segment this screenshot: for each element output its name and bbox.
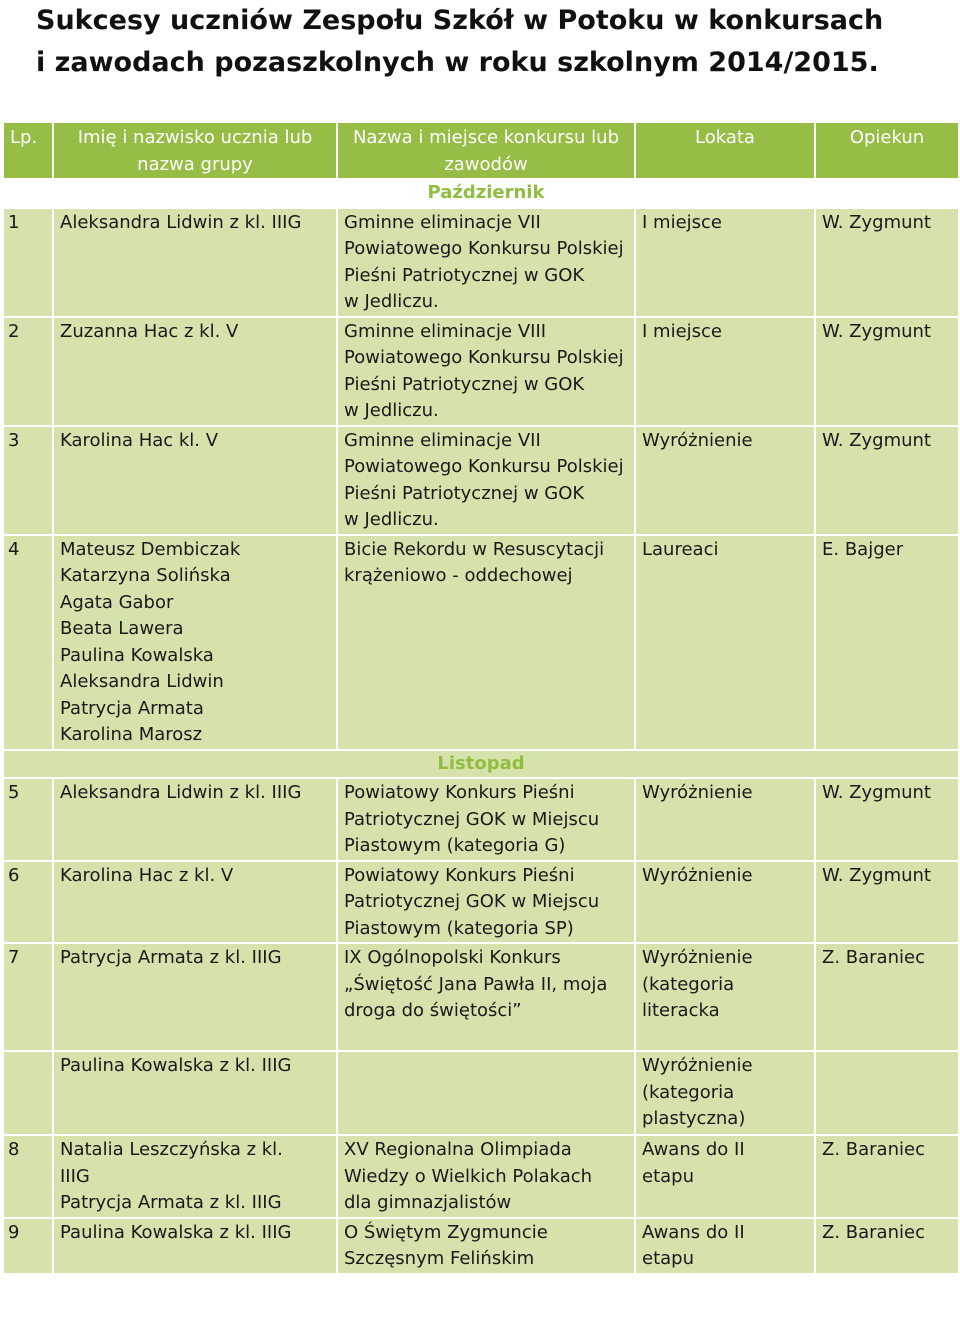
cell-line: Pieśni Patriotycznej w GOK [344, 373, 585, 395]
cell-lp: 2 [4, 318, 52, 425]
cell-line: Natalia Leszczyńska z kl. [60, 1139, 283, 1160]
cell-tutor: E. Bajger [816, 536, 958, 749]
table-row [4, 1136, 958, 1217]
cell-line: Piastowym (kategoria SP) [344, 917, 574, 939]
cell-tutor: Z. Baraniec [816, 944, 958, 1050]
cell-line: etapu [642, 1165, 694, 1187]
cell-line: w Jedliczu. [344, 400, 439, 421]
cell-line: literacka [642, 1000, 720, 1021]
cell-line: Powiatowy Konkurs Pieśni [344, 782, 575, 803]
cell-lp: 6 [4, 862, 52, 943]
table-header-row [4, 123, 958, 178]
table-row [4, 318, 958, 425]
cell-line: Paulina Kowalska [60, 644, 214, 666]
cell-line: I miejsce [642, 211, 722, 233]
cell-lp [4, 1052, 52, 1134]
cell-line: Patrycja Armata z kl. IIIG [60, 947, 282, 968]
cell-line: dla gimnazjalistów [344, 1192, 512, 1213]
cell-lp: 7 [4, 944, 52, 1050]
table-row [4, 427, 958, 534]
table-row [4, 944, 958, 1050]
cell-line: Patriotycznej GOK w Miejscu [344, 808, 600, 830]
cell-lp: 1 [4, 209, 52, 316]
cell-place [636, 536, 814, 749]
cell-student-name [54, 318, 336, 425]
cell-place [636, 1052, 814, 1134]
cell-line: Wyróżnienie [642, 429, 753, 451]
title-line-2: i zawodach pozaszkolnych w roku szkolnym 2014/2015. [36, 47, 879, 78]
cell-line: Pieśni Patriotycznej w GOK [344, 264, 585, 286]
cell-line: Wiedzy o Wielkich Polakach [344, 1165, 593, 1187]
page-title [36, 0, 883, 84]
month-spacer [816, 180, 958, 207]
cell-place [636, 944, 814, 1050]
month-spacer [54, 180, 336, 207]
cell-student-name [54, 1052, 336, 1134]
cell-line: w Jedliczu. [344, 509, 439, 530]
cell-contest-name [338, 209, 634, 316]
cell-place [636, 209, 814, 316]
cell-contest-name [338, 1219, 634, 1273]
cell-line: Aleksandra Lidwin z kl. IIIG [60, 782, 302, 803]
title-line-1: Sukcesy uczniów Zespołu Szkół w Potoku w konkursach [36, 5, 884, 36]
cell-line: Paulina Kowalska z kl. IIIG [60, 1055, 292, 1076]
month-row [4, 751, 958, 778]
cell-place [636, 862, 814, 943]
cell-tutor: Z. Baraniec [816, 1219, 958, 1273]
cell-line: Patriotycznej GOK w Miejscu [344, 891, 600, 912]
cell-line: plastyczna) [642, 1108, 746, 1129]
cell-lp: 5 [4, 779, 52, 860]
cell-line: IIIG [60, 1165, 90, 1187]
cell-line: Wyróżnienie [642, 1055, 753, 1076]
cell-line: Bicie Rekordu w Resuscytacji [344, 538, 605, 560]
table-row [4, 862, 958, 943]
cell-lp: 9 [4, 1219, 52, 1273]
cell-student-name [54, 1136, 336, 1217]
cell-lp: 3 [4, 427, 52, 534]
cell-line: Wyróżnienie [642, 864, 753, 886]
cell-line: Powiatowego Konkursu Polskiej [344, 456, 624, 477]
cell-student-name [54, 779, 336, 860]
cell-line: Laureaci [642, 538, 719, 560]
cell-line: Piastowym (kategoria G) [344, 835, 566, 856]
cell-line: Karolina Marosz [60, 724, 203, 745]
cell-line: Powiatowy Konkurs Pieśni [344, 864, 575, 886]
cell-tutor [816, 1052, 958, 1134]
month-row [4, 180, 958, 207]
table-row [4, 536, 958, 749]
cell-line: Katarzyna Solińska [60, 565, 231, 586]
cell-lp: 4 [4, 536, 52, 749]
table-row [4, 1219, 958, 1273]
table-body [4, 180, 958, 1273]
header-lp: Lp. [4, 123, 52, 178]
cell-contest-name [338, 318, 634, 425]
cell-line: I miejsce [642, 320, 722, 342]
cell-student-name [54, 1219, 336, 1273]
cell-tutor: W. Zygmunt [816, 318, 958, 425]
cell-contest-name [338, 944, 634, 1050]
cell-line: IX Ogólnopolski Konkurs [344, 947, 561, 968]
cell-contest-name [338, 1052, 634, 1134]
cell-line: Awans do II [642, 1221, 745, 1243]
month-header-october: Październik [338, 180, 634, 207]
cell-line: „Świętość Jana Pawła II, moja [344, 973, 608, 995]
cell-student-name [54, 862, 336, 943]
cell-line: Beata Lawera [60, 618, 184, 639]
cell-student-name [54, 536, 336, 749]
cell-line: XV Regionalna Olimpiada [344, 1139, 572, 1160]
header-tutor: Opiekun [816, 123, 958, 178]
cell-contest-name [338, 862, 634, 943]
cell-line: etapu [642, 1248, 694, 1269]
table-row [4, 209, 958, 316]
cell-line: O Świętym Zygmuncie [344, 1221, 548, 1243]
cell-tutor: W. Zygmunt [816, 209, 958, 316]
header-student-name: Imię i nazwisko ucznia lub nazwa grupy [54, 123, 336, 178]
cell-line: Powiatowego Konkursu Polskiej [344, 347, 624, 368]
cell-tutor: Z. Baraniec [816, 1136, 958, 1217]
cell-line: Awans do II [642, 1139, 745, 1160]
cell-line: Pieśni Patriotycznej w GOK [344, 482, 585, 504]
table-row [4, 779, 958, 860]
cell-contest-name [338, 1136, 634, 1217]
month-header-november: Listopad [4, 751, 958, 778]
cell-line: krążeniowo - oddechowej [344, 565, 573, 586]
month-spacer [636, 180, 814, 207]
cell-line: Karolina Hac kl. V [60, 429, 219, 451]
cell-line: Zuzanna Hac z kl. V [60, 320, 239, 342]
cell-line: Szczęsnym Felińskim [344, 1248, 535, 1269]
cell-place [636, 427, 814, 534]
contest-results-table [2, 121, 960, 1275]
header-place: Lokata [636, 123, 814, 178]
cell-line: Mateusz Dembiczak [60, 538, 241, 560]
cell-line: Patrycja Armata z kl. IIIG [60, 1192, 282, 1213]
month-spacer [4, 180, 52, 207]
cell-line: droga do świętości” [344, 1000, 522, 1021]
cell-contest-name [338, 779, 634, 860]
cell-contest-name [338, 536, 634, 749]
cell-line: Agata Gabor [60, 591, 174, 613]
cell-line: Karolina Hac z kl. V [60, 864, 234, 886]
cell-place [636, 1219, 814, 1273]
cell-place [636, 318, 814, 425]
cell-tutor: W. Zygmunt [816, 779, 958, 860]
cell-line: Gminne eliminacje VII [344, 429, 541, 451]
cell-student-name [54, 427, 336, 534]
cell-line: (kategoria [642, 973, 735, 995]
cell-tutor: W. Zygmunt [816, 427, 958, 534]
table-row [4, 1052, 958, 1134]
header-contest-name: Nazwa i miejsce konkursu lub zawodów [338, 123, 634, 178]
cell-student-name [54, 944, 336, 1050]
cell-lp: 8 [4, 1136, 52, 1217]
cell-line: Wyróżnienie [642, 947, 753, 968]
cell-contest-name [338, 427, 634, 534]
cell-line: w Jedliczu. [344, 291, 439, 312]
cell-line: Patrycja Armata [60, 697, 204, 719]
cell-place [636, 779, 814, 860]
cell-student-name [54, 209, 336, 316]
cell-line: Aleksandra Lidwin z kl. IIIG [60, 211, 302, 233]
cell-tutor: W. Zygmunt [816, 862, 958, 943]
cell-line: Paulina Kowalska z kl. IIIG [60, 1221, 292, 1243]
cell-line: Gminne eliminacje VII [344, 211, 541, 233]
cell-line: Powiatowego Konkursu Polskiej [344, 238, 624, 259]
cell-line: Aleksandra Lidwin [60, 671, 224, 692]
cell-line: (kategoria [642, 1081, 735, 1103]
cell-line: Wyróżnienie [642, 782, 753, 803]
cell-line: Gminne eliminacje VIII [344, 320, 547, 342]
cell-place [636, 1136, 814, 1217]
